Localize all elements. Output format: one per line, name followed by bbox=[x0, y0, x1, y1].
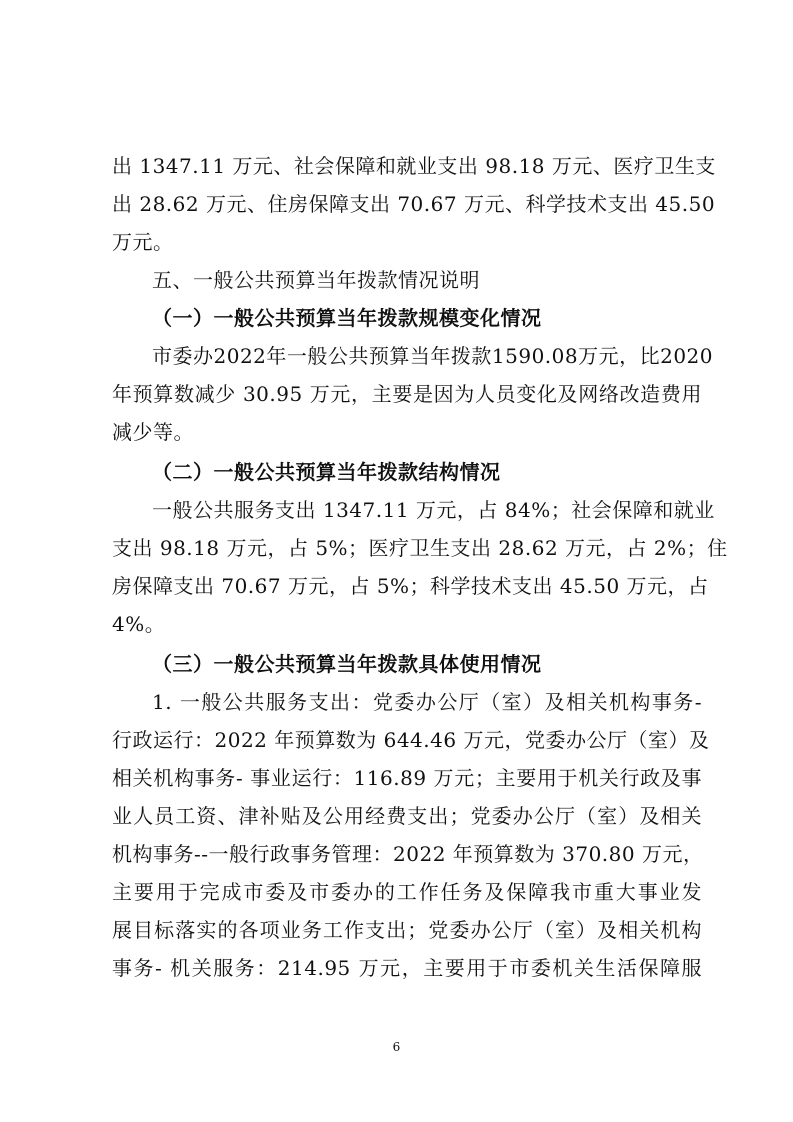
body-text-line: 事务- 机关服务：214.95 万元，主要用于市委机关生活保障服 bbox=[112, 956, 702, 980]
body-text-line: 出 1347.11 万元、社会保障和就业支出 98.18 万元、医疗卫生支 bbox=[112, 154, 716, 178]
page-number: 6 bbox=[392, 1040, 401, 1054]
subsection-heading: （二）一般公共预算当年拨款结构情况 bbox=[152, 460, 501, 484]
subsection-heading: （一）一般公共预算当年拨款规模变化情况 bbox=[152, 306, 542, 330]
body-text-line: 主要用于完成市委及市委办的工作任务及保障我市重大事业发 bbox=[112, 880, 702, 904]
body-text-line: 房保障支出 70.67 万元，占 5%；科学技术支出 45.50 万元，占 bbox=[112, 574, 709, 598]
body-text-line: 年预算数减少 30.95 万元，主要是因为人员变化及网络改造费用 bbox=[112, 382, 702, 406]
section-heading: 五、一般公共预算当年拨款情况说明 bbox=[152, 268, 480, 292]
subsection-heading: （三）一般公共预算当年拨款具体使用情况 bbox=[152, 652, 542, 676]
body-text-line: 行政运行：2022 年预算数为 644.46 万元，党委办公厅（室）及 bbox=[112, 728, 710, 752]
body-text-line: 一般公共服务支出 1347.11 万元，占 84%；社会保障和就业 bbox=[152, 498, 715, 522]
body-text-line: 4%。 bbox=[112, 612, 166, 636]
body-text-line: 业人员工资、津补贴及公用经费支出；党委办公厅（室）及相关 bbox=[112, 804, 702, 828]
body-text-line: 1. 一般公共服务支出：党委办公厅（室）及相关机构事务- bbox=[152, 690, 702, 714]
body-text-line: 万元。 bbox=[112, 230, 174, 254]
body-text-line: 出 28.62 万元、住房保障支出 70.67 万元、科学技术支出 45.50 bbox=[112, 192, 716, 216]
body-text-line: 展目标落实的各项业务工作支出；党委办公厅（室）及相关机构 bbox=[112, 918, 702, 942]
body-text-line: 市委办2022年一般公共预算当年拨款1590.08万元，比2020 bbox=[152, 344, 714, 368]
body-text-line: 支出 98.18 万元，占 5%；医疗卫生支出 28.62 万元，占 2%；住 bbox=[112, 536, 728, 560]
body-text-line: 相关机构事务- 事业运行：116.89 万元；主要用于机关行政及事 bbox=[112, 766, 702, 790]
body-text-line: 减少等。 bbox=[112, 420, 194, 444]
body-text-line: 机构事务--一般行政事务管理：2022 年预算数为 370.80 万元， bbox=[112, 842, 704, 866]
